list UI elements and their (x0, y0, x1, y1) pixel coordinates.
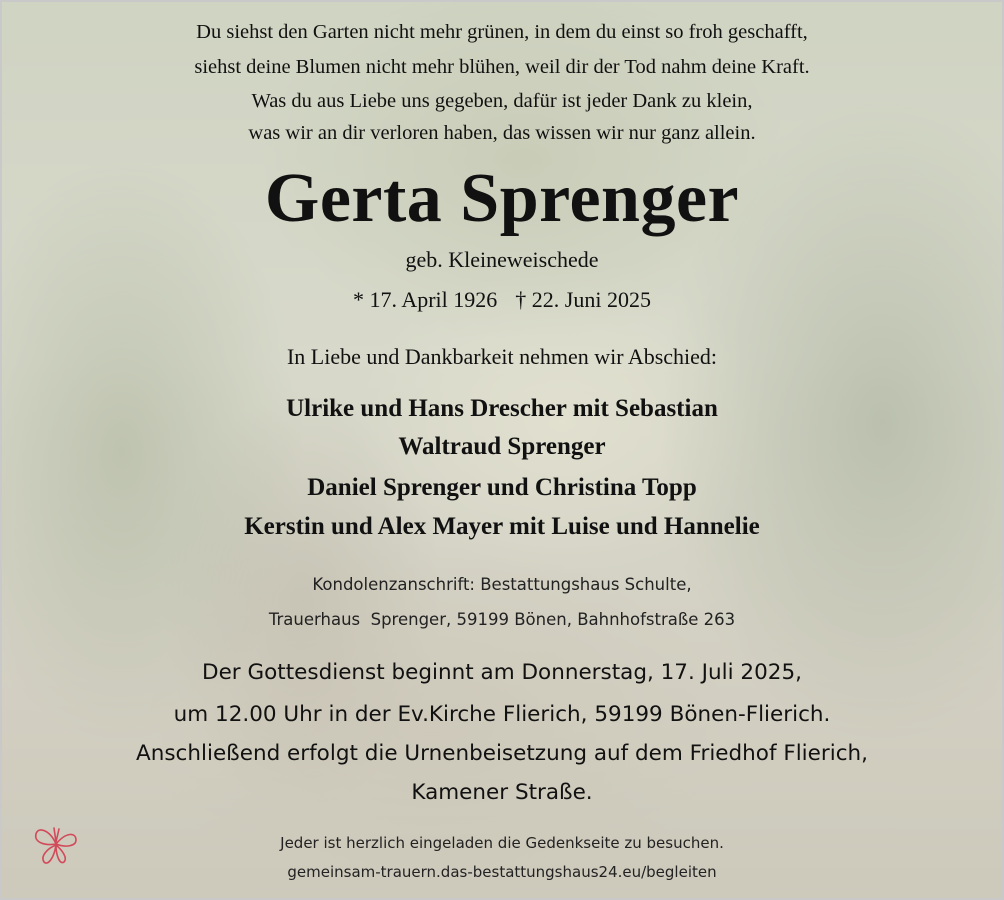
poem-line: siehst deine Blumen nicht mehr blühen, weil dir der Tod nahm deine Kraft. (194, 56, 810, 78)
farewell-line: In Liebe und Dankbarkeit nehmen wir Abschied: (286, 344, 718, 369)
mourner-line: Daniel Sprenger und Christina Topp (307, 474, 697, 501)
mourner-line: Ulrike und Hans Drescher mit Sebastian (286, 395, 718, 422)
birth-date: * 17. April 1926 (353, 287, 498, 312)
poem-line: was wir an dir verloren haben, das wissen wir nur ganz allein. (248, 122, 756, 144)
maiden-name: geb. Kleineweischede (405, 247, 599, 272)
condolence-address-line: Kondolenzanschrift: Bestattungshaus Schulte, (312, 575, 692, 594)
death-date: † 22. Juni 2025 (515, 287, 651, 312)
butterfly-icon (32, 822, 80, 868)
notice-content (2, 2, 1002, 898)
memorial-invitation: Jeder ist herzlich eingeladen die Gedenkseite zu besuchen. (280, 834, 724, 852)
poem-line: Was du aus Liebe uns gegeben, dafür ist jeder Dank zu klein, (251, 90, 753, 112)
service-line: um 12.00 Uhr in der Ev.Kirche Flierich, 59199 Bönen-Flierich. (173, 702, 831, 727)
deceased-name: Gerta Sprenger (264, 160, 740, 237)
life-dates (2, 285, 1002, 315)
service-line: Kamener Straße. (411, 780, 593, 805)
mourner-line: Waltraud Sprenger (398, 433, 606, 460)
service-line: Der Gottesdienst beginnt am Donnerstag, 17. Juli 2025, (202, 660, 802, 685)
poem-line: Du siehst den Garten nicht mehr grünen, in dem du einst so froh geschafft, (196, 21, 808, 43)
condolence-address-line: Trauerhaus Sprenger, 59199 Bönen, Bahnhofstraße 263 (268, 610, 736, 629)
service-line: Anschließend erfolgt die Urnenbeisetzung auf dem Friedhof Flierich, (136, 741, 868, 766)
mourner-line: Kerstin und Alex Mayer mit Luise und Hannelie (244, 513, 760, 540)
memorial-url[interactable]: gemeinsam-trauern.das-bestattungshaus24.eu/begleiten (287, 863, 717, 881)
